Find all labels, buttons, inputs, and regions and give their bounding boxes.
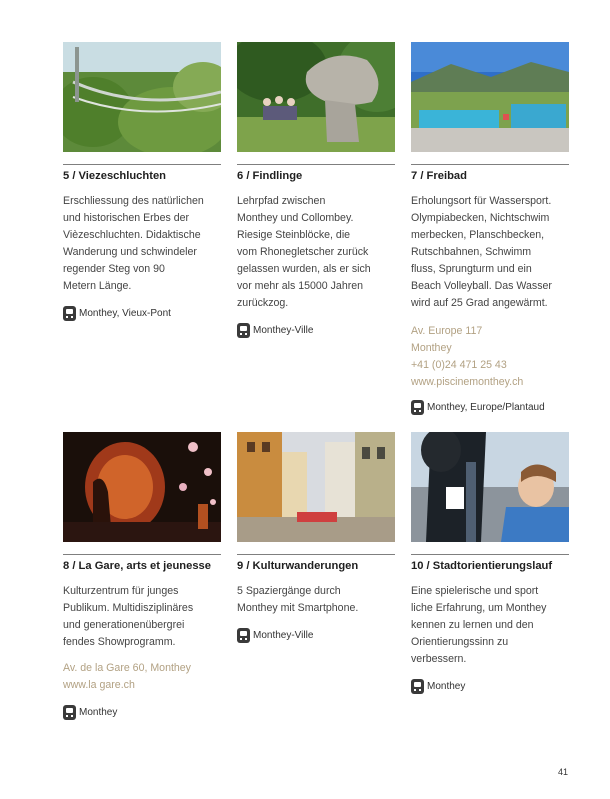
bus-icon [237, 323, 250, 338]
bus-icon [63, 705, 76, 720]
divider [237, 554, 395, 555]
bus-stop: Monthey, Vieux-Pont [63, 305, 171, 321]
photo-orienteering [411, 432, 569, 542]
divider [63, 164, 221, 165]
divider [237, 164, 395, 165]
bus-icon [63, 306, 76, 321]
card-title: 8 / La Gare, arts et jeunesse [63, 560, 211, 572]
page-number: 41 [557, 767, 568, 777]
bus-stop: Monthey-Ville [237, 627, 313, 643]
card-address: Av. Europe 117 Monthey +41 (0)24 471 25 43 www.piscinemonthey.ch [411, 323, 569, 391]
photo-boulder [237, 42, 395, 152]
card-title: 6 / Findlinge [237, 170, 303, 182]
card-description: Erschliessung des natürlichen und historischen Erbes der Vièzeschluchten. Didaktische Wanderung und schwindeler regender Steg von 90 Metern Länge. [63, 195, 204, 292]
divider [63, 554, 221, 555]
divider [411, 554, 569, 555]
photo-swimming-pool [411, 42, 569, 152]
card-title: 5 / Viezeschluchten [63, 170, 167, 182]
bus-stop: Monthey, Europe/Plantaud [411, 399, 545, 415]
website-link[interactable]: www.la gare.ch [63, 679, 135, 691]
bus-icon [411, 679, 424, 694]
bus-icon [237, 628, 250, 643]
website-link[interactable]: www.piscinemonthey.ch [411, 376, 524, 388]
bus-stop: Monthey [63, 704, 117, 720]
card-description: Eine spielerische und sport liche Erfahrung, um Monthey kennen zu lernen und den Orientierungssinn zu verbessern. [411, 585, 547, 665]
card-description: Kulturzentrum für junges Publikum. Multidisziplinäres und generationenübergrei fendes Showprogramm. [63, 585, 194, 648]
card-title: 9 / Kulturwanderungen [237, 560, 359, 572]
photo-stage-performance [63, 432, 221, 542]
bus-stop: Monthey [411, 678, 465, 694]
card-address: Av. de la Gare 60, Monthey www.la gare.ch [63, 660, 221, 694]
divider [411, 164, 569, 165]
bus-icon [411, 400, 424, 415]
card-title: 7 / Freibad [411, 170, 467, 182]
card-description: Lehrpfad zwischen Monthey und Collombey. Riesige Steinblöcke, die vom Rhonegletscher zurück gelassen wurden, als er sich vor mehr als 15000 Jahren zurückzog. [237, 195, 371, 309]
photo-suspension-bridge [63, 42, 221, 152]
card-description: Erholungsort für Wassersport. Olympiabecken, Nichtschwim merbecken, Planschbecken, Rutschbahnen, Schwimm fluss, Sprungturm und ein Beach Volleyball. Das Wasser wird auf 25 Grad angewärmt. [411, 195, 552, 309]
card-title: 10 / Stadtorientierungslauf [411, 560, 553, 572]
card-description: 5 Spaziergänge durch Monthey mit Smartphone. [237, 585, 359, 614]
photo-old-town-street [237, 432, 395, 542]
bus-stop: Monthey-Ville [237, 322, 313, 338]
